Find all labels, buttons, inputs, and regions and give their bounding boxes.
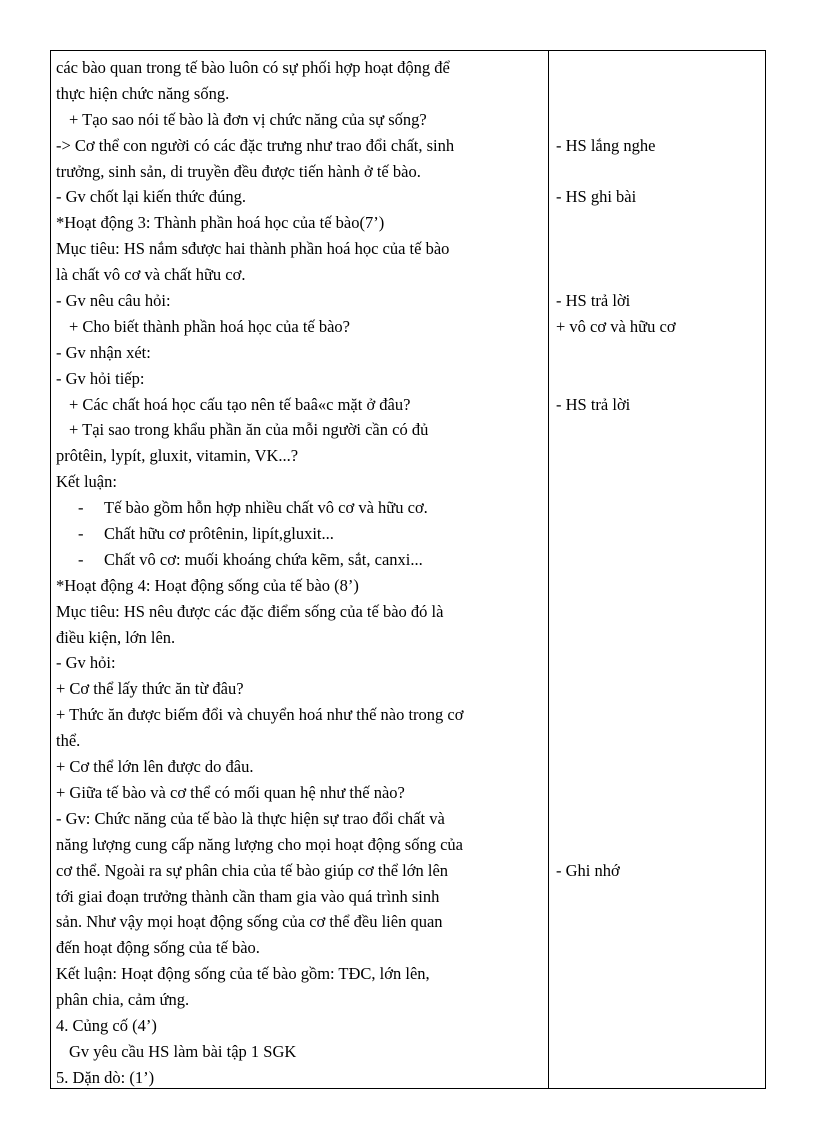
student-response: - HS trả lời: [556, 291, 631, 311]
lesson-table: [50, 50, 766, 1089]
text-line: Gv yêu cầu HS làm bài tập 1 SGK: [69, 1041, 297, 1061]
text-line: các bào quan trong tế bào luôn có sự phối hợp hoạt động để: [56, 58, 450, 77]
text-line: -> Cơ thể con người có các đặc trưng như trao đổi chất, sinh: [56, 135, 455, 155]
text-line: + Các chất hoá học cấu tạo nên tế baâ«c mặt ở đâu?: [69, 394, 411, 414]
text-line: tới giai đoạn trưởng thành cần tham gia vào quá trình sinh: [56, 886, 440, 906]
text-line: + Giữa tế bào và cơ thể có mối quan hệ như thế nào?: [56, 782, 405, 802]
text-line: là chất vô cơ và chất hữu cơ.: [56, 265, 246, 285]
bullet-item: [56, 521, 544, 547]
text-line: + Cơ thể lấy thức ăn từ đâu?: [56, 679, 244, 699]
text-line: - Gv hỏi:: [56, 653, 116, 673]
text-line: prôtêin, lypít, gluxit, vitamin, VK...?: [56, 446, 299, 466]
bullet-dash: -: [78, 549, 84, 569]
text-line: thực hiện chức năng sống.: [56, 83, 230, 103]
student-activity-column: [556, 55, 761, 884]
text-line: cơ thể. Ngoài ra sự phân chia của tế bào giúp cơ thể lớn lên: [56, 860, 449, 880]
text-line: - Gv: Chức năng của tế bào là thực hiện sự trao đổi chất và: [56, 808, 445, 828]
text-line: - Gv nhận xét:: [56, 342, 151, 362]
text-line: + Cho biết thành phần hoá học của tế bào?: [69, 316, 351, 336]
text-line: sản. Như vậy mọi hoạt động sống của cơ thể đều liên quan: [56, 912, 443, 932]
text-line: - Gv nêu câu hỏi:: [56, 291, 171, 311]
bullet-text: Tế bào gồm hỗn hợp nhiều chất vô cơ và hữu cơ.: [104, 498, 428, 518]
student-response: - Ghi nhớ: [556, 860, 620, 880]
section-heading-4: *Hoạt động 4: Hoạt động sống của tế bào (8’): [56, 575, 359, 595]
bullet-item: [56, 495, 544, 521]
teacher-activity-column: [56, 55, 544, 1091]
column-divider: [548, 51, 549, 1088]
conclusion-label: Kết luận:: [56, 472, 117, 492]
bullet-item: [56, 547, 544, 573]
consolidation-heading: 4. Củng cố (4’): [56, 1015, 157, 1035]
text-line: điều kiện, lớn lên.: [56, 627, 176, 647]
text-line: Mục tiêu: HS nêu được các đặc điểm sống của tế bào đó là: [56, 601, 444, 621]
bullet-dash: -: [78, 524, 84, 544]
text-line: thể.: [56, 731, 81, 751]
text-line: + Tại sao trong khẩu phần ăn của mỗi người cần có đủ: [69, 420, 429, 440]
student-response: - HS ghi bài: [556, 187, 637, 207]
student-response: - HS lắng nghe: [556, 135, 656, 155]
text-line: Mục tiêu: HS nắm sđược hai thành phần hoá học của tế bào: [56, 239, 450, 259]
bullet-text: Chất vô cơ: muối khoáng chứa kẽm, sắt, canxi...: [104, 549, 423, 569]
section-heading-3: *Hoạt động 3: Thành phần hoá học của tế bào(7’): [56, 213, 385, 233]
bullet-text: Chất hữu cơ prôtênin, lipít,gluxit...: [104, 524, 334, 544]
conclusion-line: Kết luận: Hoạt động sống của tế bào gồm: TĐC, lớn lên,: [56, 964, 430, 984]
student-response: + vô cơ và hữu cơ: [556, 316, 676, 336]
text-line: đến hoạt động sống của tế bào.: [56, 938, 260, 958]
homework-heading: 5. Dặn dò: (1’): [56, 1067, 155, 1087]
text-line: + Tạo sao nói tế bào là đơn vị chức năng của sự sống?: [69, 109, 427, 129]
text-line: - Gv hỏi tiếp:: [56, 368, 145, 388]
bullet-dash: -: [78, 498, 84, 518]
text-line: + Thức ăn được biếm đổi và chuyển hoá như thế nào trong cơ: [56, 705, 464, 725]
text-line: + Cơ thể lớn lên được do đâu.: [56, 757, 254, 777]
student-response: - HS trả lời: [556, 394, 631, 414]
text-line: phân chia, cảm ứng.: [56, 990, 190, 1010]
text-line: - Gv chốt lại kiến thức đúng.: [56, 187, 246, 207]
text-line: năng lượng cung cấp năng lượng cho mọi hoạt động sống của: [56, 834, 463, 854]
text-line: trưởng, sinh sản, di truyền đều được tiến hành ở tế bào.: [56, 161, 421, 181]
